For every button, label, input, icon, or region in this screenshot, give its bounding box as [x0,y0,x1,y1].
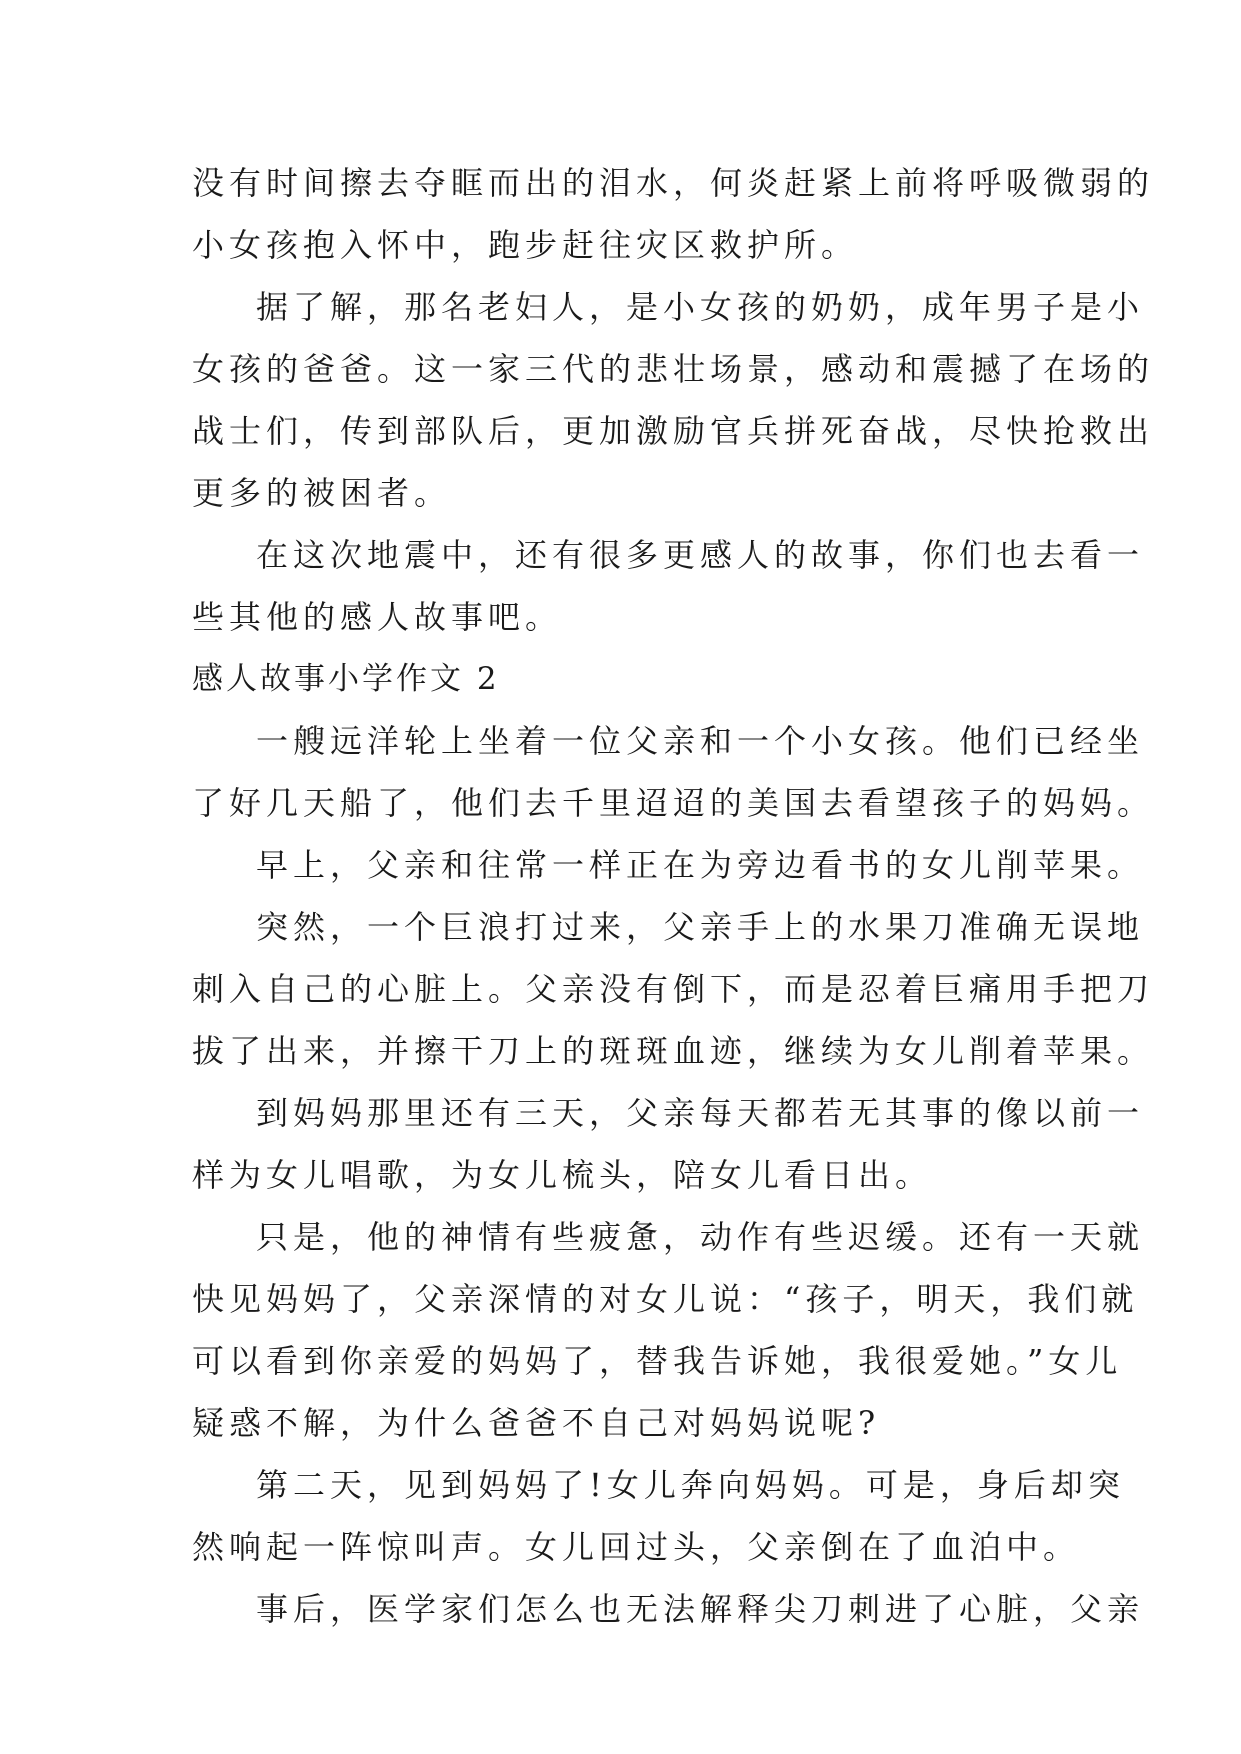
text-line: 了好几天船了，他们去千里迢迢的美国去看望孩子的妈妈。 [192,784,1155,822]
text-line: 疑惑不解，为什么爸爸不自己对妈妈说呢? [192,1404,881,1442]
text-line: 然响起一阵惊叫声。女儿回过头，父亲倒在了血泊中。 [192,1528,1081,1566]
text-line: 女孩的爸爸。这一家三代的悲壮场景，感动和震撼了在场的 [192,350,1155,388]
text-line: 更多的被困者。 [192,474,452,512]
text-line: 可以看到你亲爱的妈妈了，替我告诉她，我很爱她。”女儿 [192,1342,1123,1380]
paragraph-start-line: 早上，父亲和往常一样正在为旁边看书的女儿削苹果。 [256,846,1145,884]
text-line: 战士们，传到部队后，更加激励官兵拼死奋战，尽快抢救出 [192,412,1155,450]
document-body [192,152,1155,1640]
paragraph-start-line: 到妈妈那里还有三天，父亲每天都若无其事的像以前一 [256,1094,1145,1132]
text-line: 没有时间擦去夺眶而出的泪水，何炎赶紧上前将呼吸微弱的 [192,164,1155,202]
text-line: 小女孩抱入怀中，跑步赶往灾区救护所。 [192,226,859,264]
paragraph-start-line: 第二天，见到妈妈了!女儿奔向妈妈。可是，身后却突 [256,1466,1125,1504]
text-line: 些其他的感人故事吧。 [192,598,563,636]
paragraph-start-line: 事后，医学家们怎么也无法解释尖刀刺进了心脏，父亲 [256,1590,1145,1628]
paragraph-start-line: 在这次地震中，还有很多更感人的故事，你们也去看一 [256,536,1145,574]
text-line: 样为女儿唱歌，为女儿梳头，陪女儿看日出。 [192,1156,933,1194]
text-line: 快见妈妈了，父亲深情的对女儿说：“孩子，明天，我们就 [192,1280,1139,1318]
text-line: 刺入自己的心脏上。父亲没有倒下，而是忍着巨痛用手把刀 [192,970,1155,1008]
paragraph-start-line: 突然，一个巨浪打过来，父亲手上的水果刀准确无误地 [256,908,1145,946]
paragraph-start-line: 据了解，那名老妇人，是小女孩的奶奶，成年男子是小 [256,288,1145,326]
paragraph-start-line: 只是，他的神情有些疲惫，动作有些迟缓。还有一天就 [256,1218,1145,1256]
paragraph-start-line: 一艘远洋轮上坐着一位父亲和一个小女孩。他们已经坐 [256,722,1145,760]
text-line: 拔了出来，并擦干刀上的斑斑血迹，继续为女儿削着苹果。 [192,1032,1155,1070]
section-heading: 感人故事小学作文 2 [192,661,500,697]
